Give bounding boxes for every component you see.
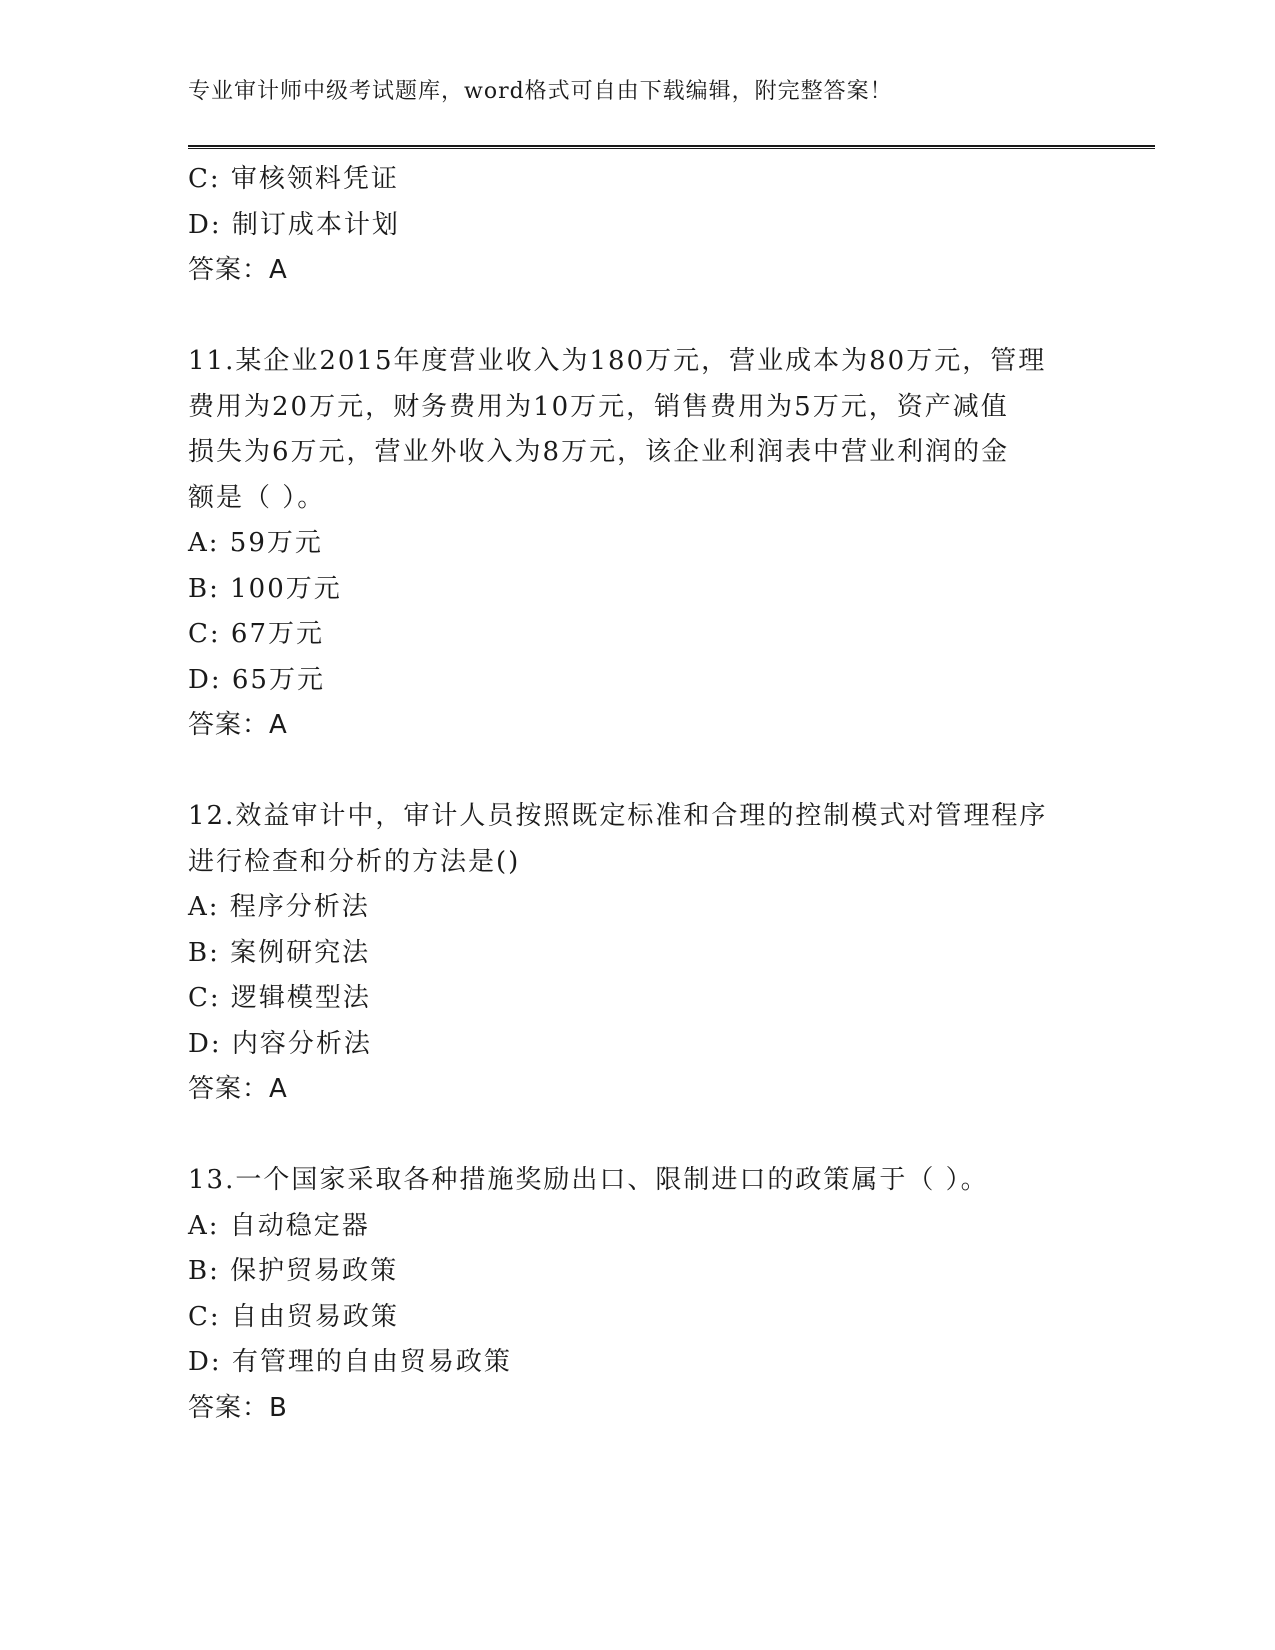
spacer (188, 749, 1088, 795)
option-a: A: 自动稳定器 (188, 1210, 370, 1241)
spacer (188, 1113, 1088, 1159)
question-stem-line: 13.一个国家采取各种措施奖励出口、限制进口的政策属于（ ）。 (188, 1165, 989, 1195)
answer: 答案：A (188, 710, 288, 740)
question-stem-line: 进行检查和分析的方法是() (188, 846, 521, 877)
question-stem-line: 11.某企业2015年度营业收入为180万元，营业成本为80万元，管理 (188, 346, 1047, 376)
answer: 答案：A (188, 255, 288, 285)
option-d: D: 65万元 (188, 664, 325, 695)
question-stem-line: 12.效益审计中，审计人员按照既定标准和合理的控制模式对管理程序 (188, 801, 1048, 831)
option-c: C: 67万元 (188, 619, 325, 649)
option-c: C: 审核领料凭证 (188, 164, 399, 194)
question-11 (188, 339, 1088, 749)
answer: 答案：B (188, 1392, 288, 1423)
option-c: C: 自由贸易政策 (188, 1301, 399, 1332)
page-header: 专业审计师中级考试题库，word格式可自由下载编辑，附完整答案！ (188, 79, 893, 104)
question-stem-line: 额是（ ）。 (188, 482, 326, 513)
header-divider (188, 145, 1155, 149)
option-a: A: 程序分析法 (188, 892, 370, 922)
option-c: C: 逻辑模型法 (188, 983, 371, 1013)
option-d: D: 内容分析法 (188, 1028, 372, 1059)
question-stem-line: 损失为6万元，营业外收入为8万元，该企业利润表中营业利润的金 (188, 437, 1010, 467)
option-b: B: 保护贸易政策 (188, 1256, 399, 1286)
option-a: A: 59万元 (188, 528, 323, 558)
option-d: D: 有管理的自由贸易政策 (188, 1347, 512, 1377)
option-d: D: 制订成本计划 (188, 209, 400, 240)
question-13 (188, 1158, 1088, 1431)
answer: 答案：A (188, 1074, 288, 1104)
question-12 (188, 794, 1088, 1113)
spacer (188, 294, 1088, 340)
option-b: B: 案例研究法 (188, 937, 371, 968)
option-b: B: 100万元 (188, 573, 342, 604)
question-stem-line: 费用为20万元，财务费用为10万元，销售费用为5万元，资产减值 (188, 391, 1009, 422)
carryover-block (188, 157, 1088, 294)
question-content (188, 157, 1088, 1431)
